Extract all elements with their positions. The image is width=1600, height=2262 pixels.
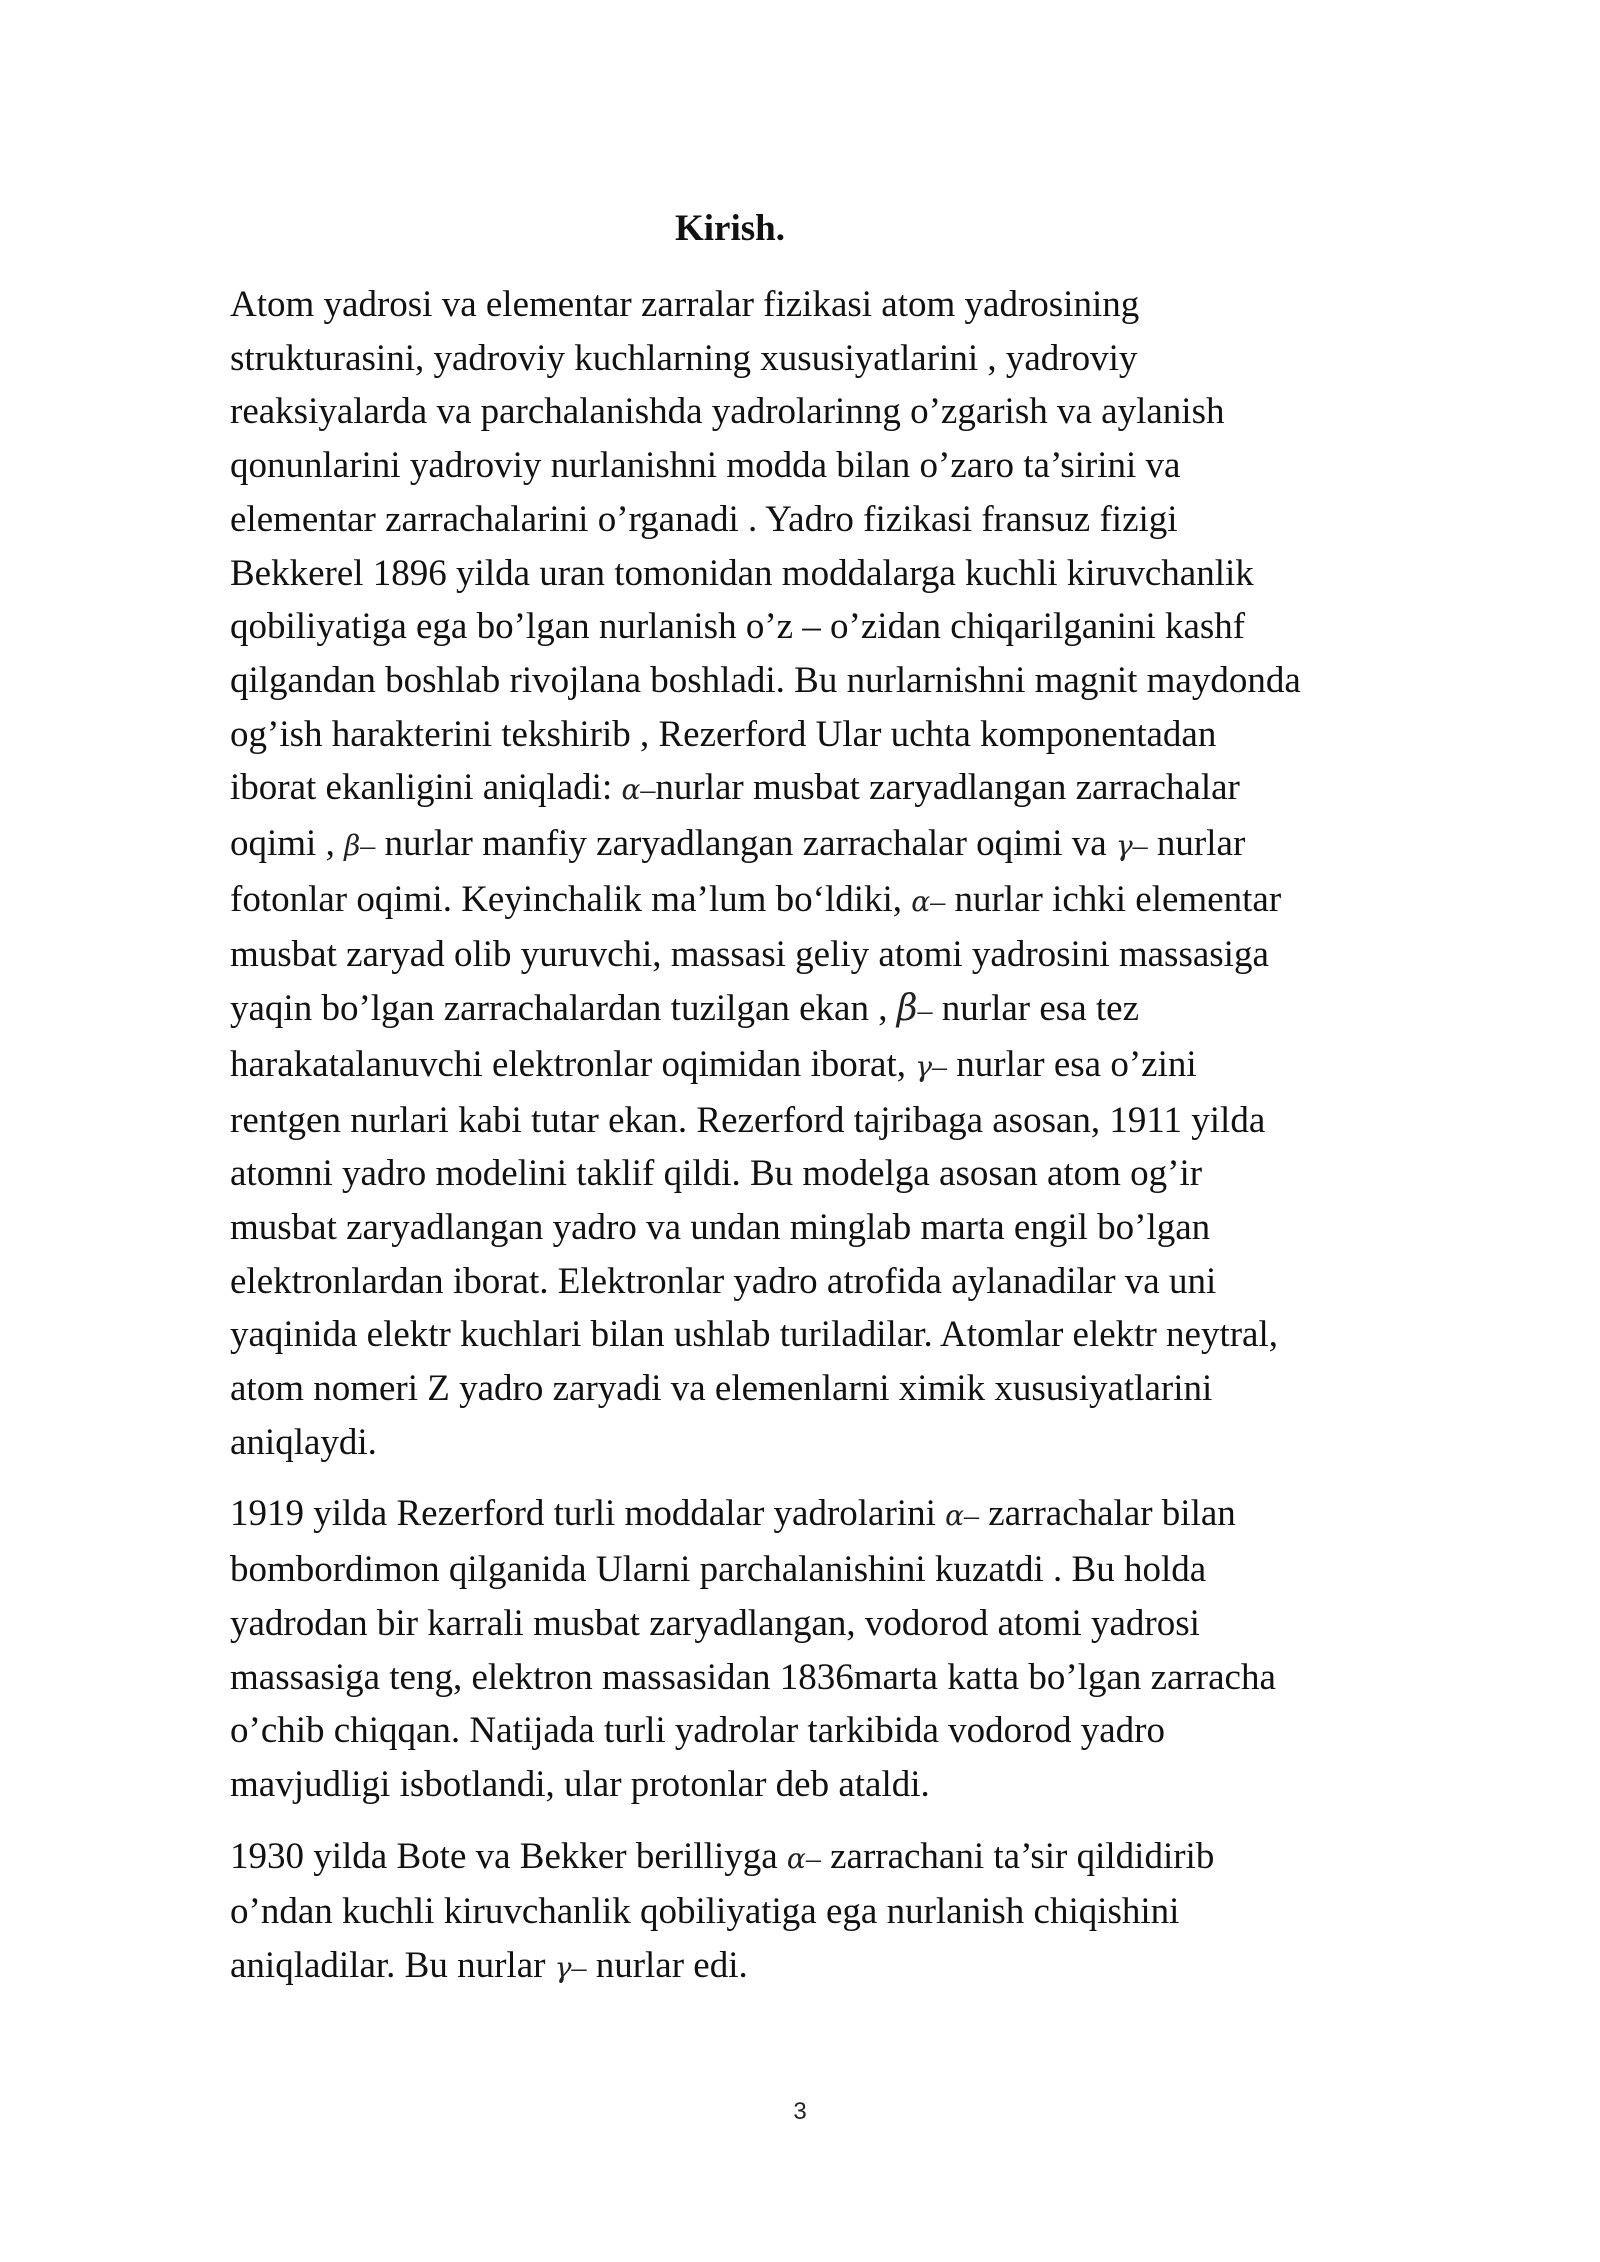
text-line: rentgen nurlari kabi tutar ekan. Rezerford tajribaga asosan, 1911 yilda [230, 1099, 1266, 1141]
text-segment: zarrachani ta’sir qildidirib [820, 1835, 1215, 1877]
gamma-symbol: γ [1115, 829, 1133, 863]
text-segment: fotonlar oqimi. Keyinchalik ma’lum bo‘ldiki, [230, 878, 912, 920]
page-title: Kirish. [675, 208, 785, 249]
text-line: yaqinida elektr kuchlari bilan ushlab turiladilar. Atomlar elektr neytral, [230, 1314, 1278, 1356]
paragraph-1 [230, 278, 1530, 1469]
gamma-symbol: γ [915, 1049, 932, 1083]
text-line: reaksiyalarda va parchalanishda yadrolarinng o’zgarish va aylanish [230, 391, 1225, 433]
beta-symbol: β [344, 829, 361, 863]
text-line: elektronlardan iborat. Elektronlar yadro atrofida aylanadilar va uni [230, 1260, 1217, 1302]
text-line: yadrodan bir karrali musbat zaryadlangan, vodorod atomi yadrosi [230, 1602, 1200, 1644]
alpha-symbol: α [911, 884, 931, 918]
text-line [230, 761, 1530, 817]
alpha-symbol: α [621, 773, 641, 807]
text-line: qobiliyatiga ega bo’lgan nurlanish o’z – o’zidan chiqarilganini kashf [230, 606, 1246, 648]
text-line: musbat zaryadlangan yadro va undan minglab marta engil bo’lgan [230, 1206, 1211, 1248]
text-line: qilgandan boshlab rivojlana boshladi. Bu nurlarnishni magnit maydonda [230, 659, 1301, 701]
page-number: 3 [793, 2098, 807, 2125]
text-line: qonunlarini yadroviy nurlanishni modda bilan o’zaro ta’sirini va [230, 445, 1181, 487]
text-line: o’chib chiqqan. Natijada turli yadrolar tarkibida vodorod yadro [230, 1710, 1165, 1752]
text-segment: nurlar [1147, 823, 1246, 865]
text-line [230, 982, 1530, 1038]
text-segment: 1919 yilda Rezerford turli moddalar yadrolarini [230, 1493, 946, 1535]
dash-symbol: – [640, 773, 656, 807]
text-line: musbat zaryad olib yuruvchi, massasi geliy atomi yadrosini massasiga [230, 934, 1269, 976]
alpha-symbol: α [786, 1841, 806, 1875]
text-segment: zarrachalar bilan [979, 1493, 1236, 1535]
text-segment: nurlar ichki elementar [945, 878, 1282, 920]
text-line: Bekkerel 1896 yilda uran tomonidan moddalarga kuchli kiruvchanlik [230, 552, 1254, 594]
dash-symbol: – [930, 884, 946, 918]
text-line: og’ish harakterini tekshirib , Rezerford Ular uchta komponentadan [230, 713, 1217, 755]
text-line: o’ndan kuchli kiruvchanlik qobiliyatiga ega nurlanish chiqishini [230, 1891, 1180, 1933]
gamma-symbol: γ [554, 1951, 572, 1985]
text-line: atomni yadro modelini taklif qildi. Bu modelga asosan atom og’ir [230, 1153, 1203, 1195]
text-line: aniqlaydi. [230, 1421, 377, 1463]
text-line: Atom yadrosi va elementar zarralar fizikasi atom yadrosining [230, 284, 1140, 325]
document-body [230, 278, 1530, 2013]
alpha-symbol: α [945, 1499, 965, 1533]
text-segment: nurlar musbat zaryadlangan zarrachalar [655, 767, 1240, 809]
text-segment: nurlar esa tez [932, 988, 1139, 1030]
text-segment: 1930 yilda Bote va Bekker berilliyga [230, 1835, 787, 1877]
text-segment: aniqladilar. Bu nurlar [230, 1945, 555, 1987]
paragraph-2 [230, 1487, 1530, 1811]
text-line: massasiga teng, elektron massasidan 1836marta katta bo’lgan zarracha [230, 1656, 1276, 1698]
text-segment: harakatalanuvchi elektronlar oqimidan iborat, [230, 1043, 916, 1085]
dash-symbol: – [571, 1951, 587, 1985]
text-line [230, 873, 1530, 929]
text-segment: nurlar manfiy zaryadlangan zarrachalar oqimi va [375, 823, 1116, 865]
text-line: bombordimon qilganida Ularni parchalanishini kuzatdi . Bu holda [230, 1549, 1207, 1591]
dash-symbol: – [932, 1049, 947, 1083]
text-segment: oqimi , [230, 823, 345, 865]
beta-symbol: β [896, 988, 918, 1030]
text-line: elementar zarrachalarini o’rganadi . Yadro fizikasi fransuz fizigi [230, 498, 1178, 540]
text-segment: iborat ekanligini aniqladi: [230, 767, 622, 809]
text-line [230, 817, 1530, 873]
text-segment: nurlar edi. [586, 1945, 748, 1987]
paragraph-3 [230, 1830, 1530, 1995]
dash-symbol: – [1132, 829, 1148, 863]
text-line [230, 1939, 1530, 1995]
dash-symbol: – [964, 1499, 980, 1533]
dash-symbol: – [360, 829, 376, 863]
text-line: strukturasini, yadroviy kuchlarning xususiyatlarini , yadroviy [230, 337, 1138, 379]
text-line: mavjudligi isbotlandi, ular protonlar deb ataldi. [230, 1763, 930, 1805]
text-line: atom nomeri Z yadro zaryadi va elemenlarni ximik xususiyatlarini [230, 1368, 1213, 1410]
text-line [230, 1830, 1530, 1886]
text-segment: yaqin bo’lgan zarrachalardan tuzilgan ekan , [230, 988, 897, 1030]
dash-symbol: – [917, 994, 933, 1028]
dash-symbol: – [805, 1841, 821, 1875]
text-line [230, 1487, 1530, 1543]
text-line [230, 1038, 1530, 1094]
text-segment: nurlar esa o’zini [947, 1043, 1197, 1085]
